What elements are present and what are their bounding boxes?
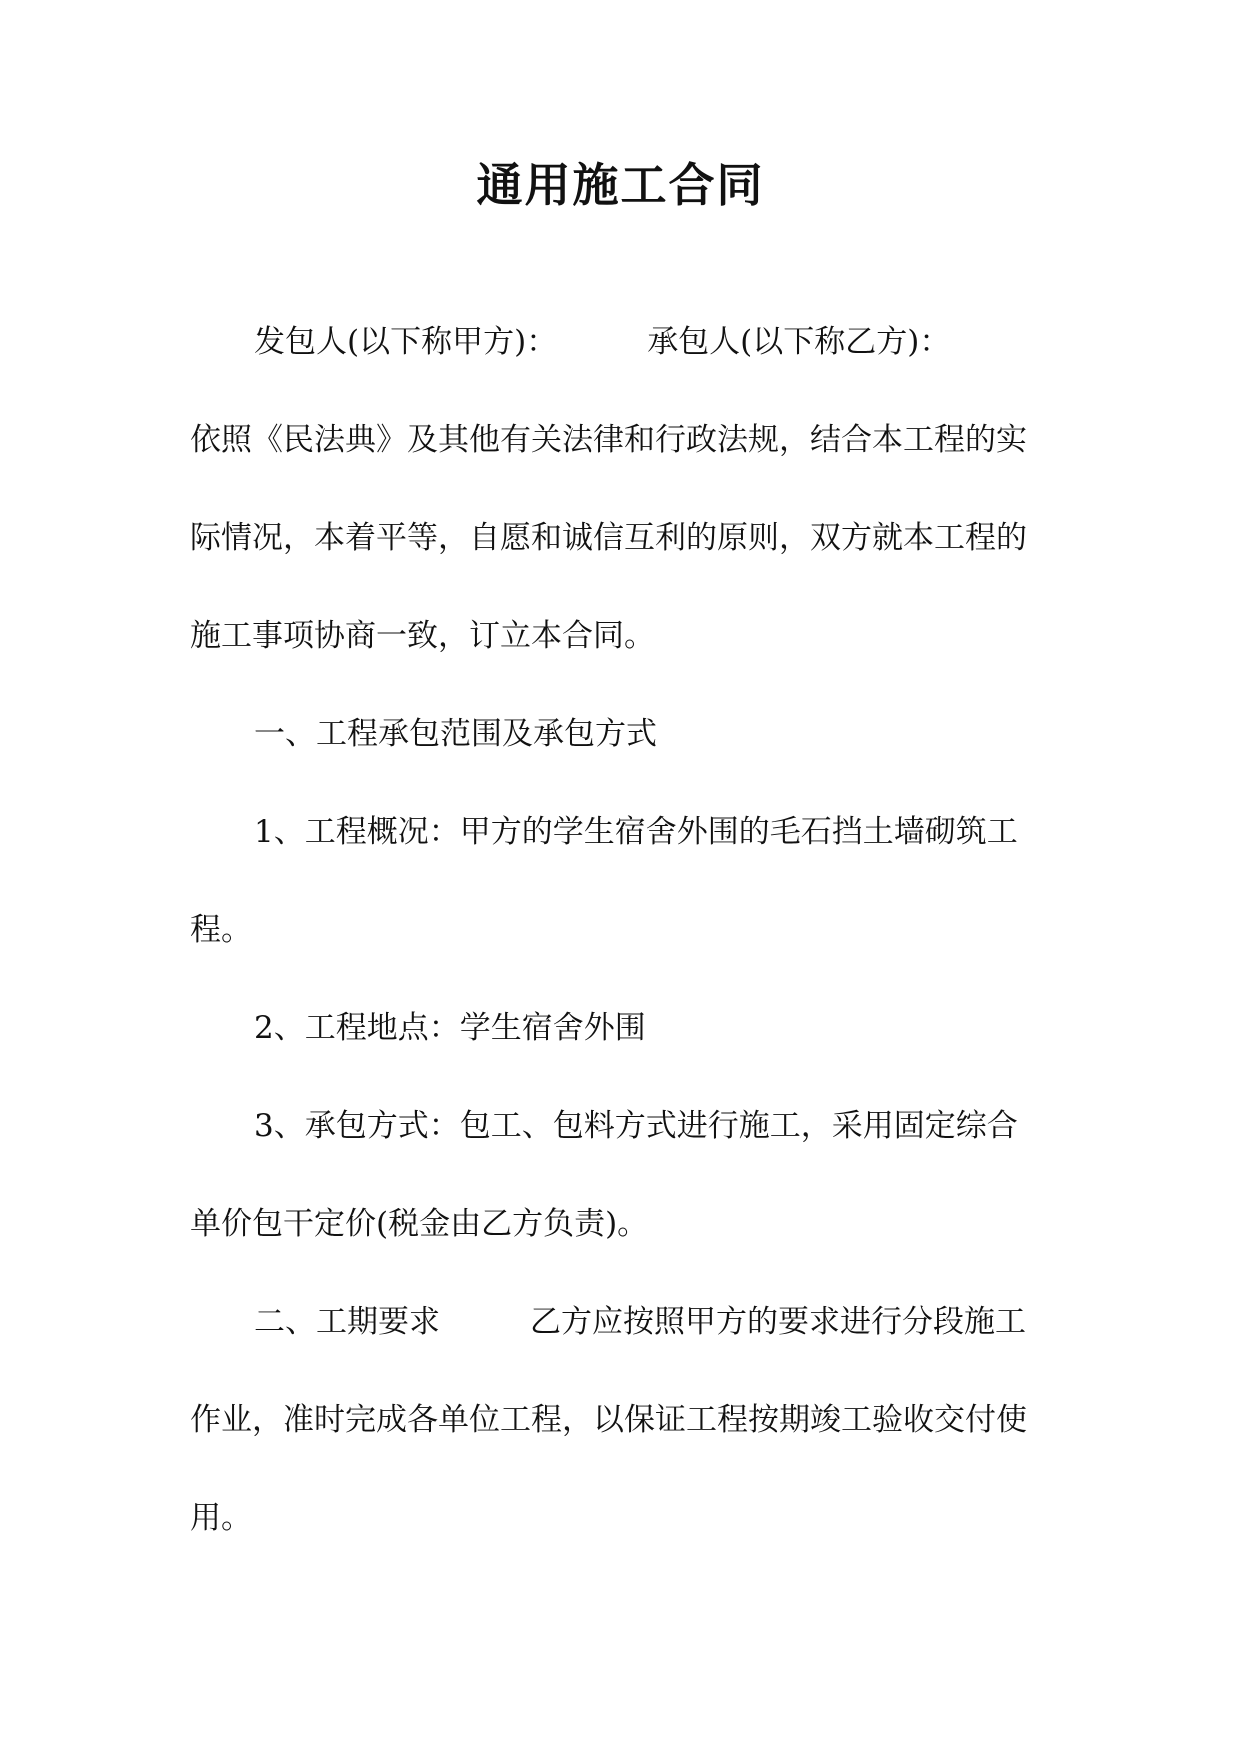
preamble-paragraph: 依照《民法典》及其他有关法律和行政法规，结合本工程的实际情况，本着平等，自愿和诚信互利的原则，双方就本工程的施工事项协商一致，订立本合同。 <box>190 422 1027 654</box>
section-1-item-1: 1、工程概况：甲方的学生宿舍外围的毛石挡土墙砌筑工程。 <box>190 814 1018 948</box>
section-2-heading: 二、工期要求 <box>254 1304 440 1340</box>
document-body <box>190 293 1040 1567</box>
party-b-label: 承包人(以下称乙方)： <box>647 324 951 360</box>
section-1-item-2: 2、工程地点：学生宿舍外围 <box>254 1010 646 1046</box>
section-1-item-3: 3、承包方式：包工、包料方式进行施工，采用固定综合单价包干定价(税金由乙方负责)。 <box>190 1108 1018 1242</box>
document-title: 通用施工合同 <box>476 158 765 212</box>
parties-line <box>190 293 1040 391</box>
section-2-text: 乙方应按照甲方的要求进行分段施工作业，准时完成各单位工程，以保证工程按期竣工验收交付使用。 <box>190 1304 1027 1536</box>
section-1-heading: 一、工程承包范围及承包方式 <box>254 716 657 752</box>
section-2-paragraph <box>190 1273 1040 1567</box>
party-a-label: 发包人(以下称甲方)： <box>254 324 558 360</box>
